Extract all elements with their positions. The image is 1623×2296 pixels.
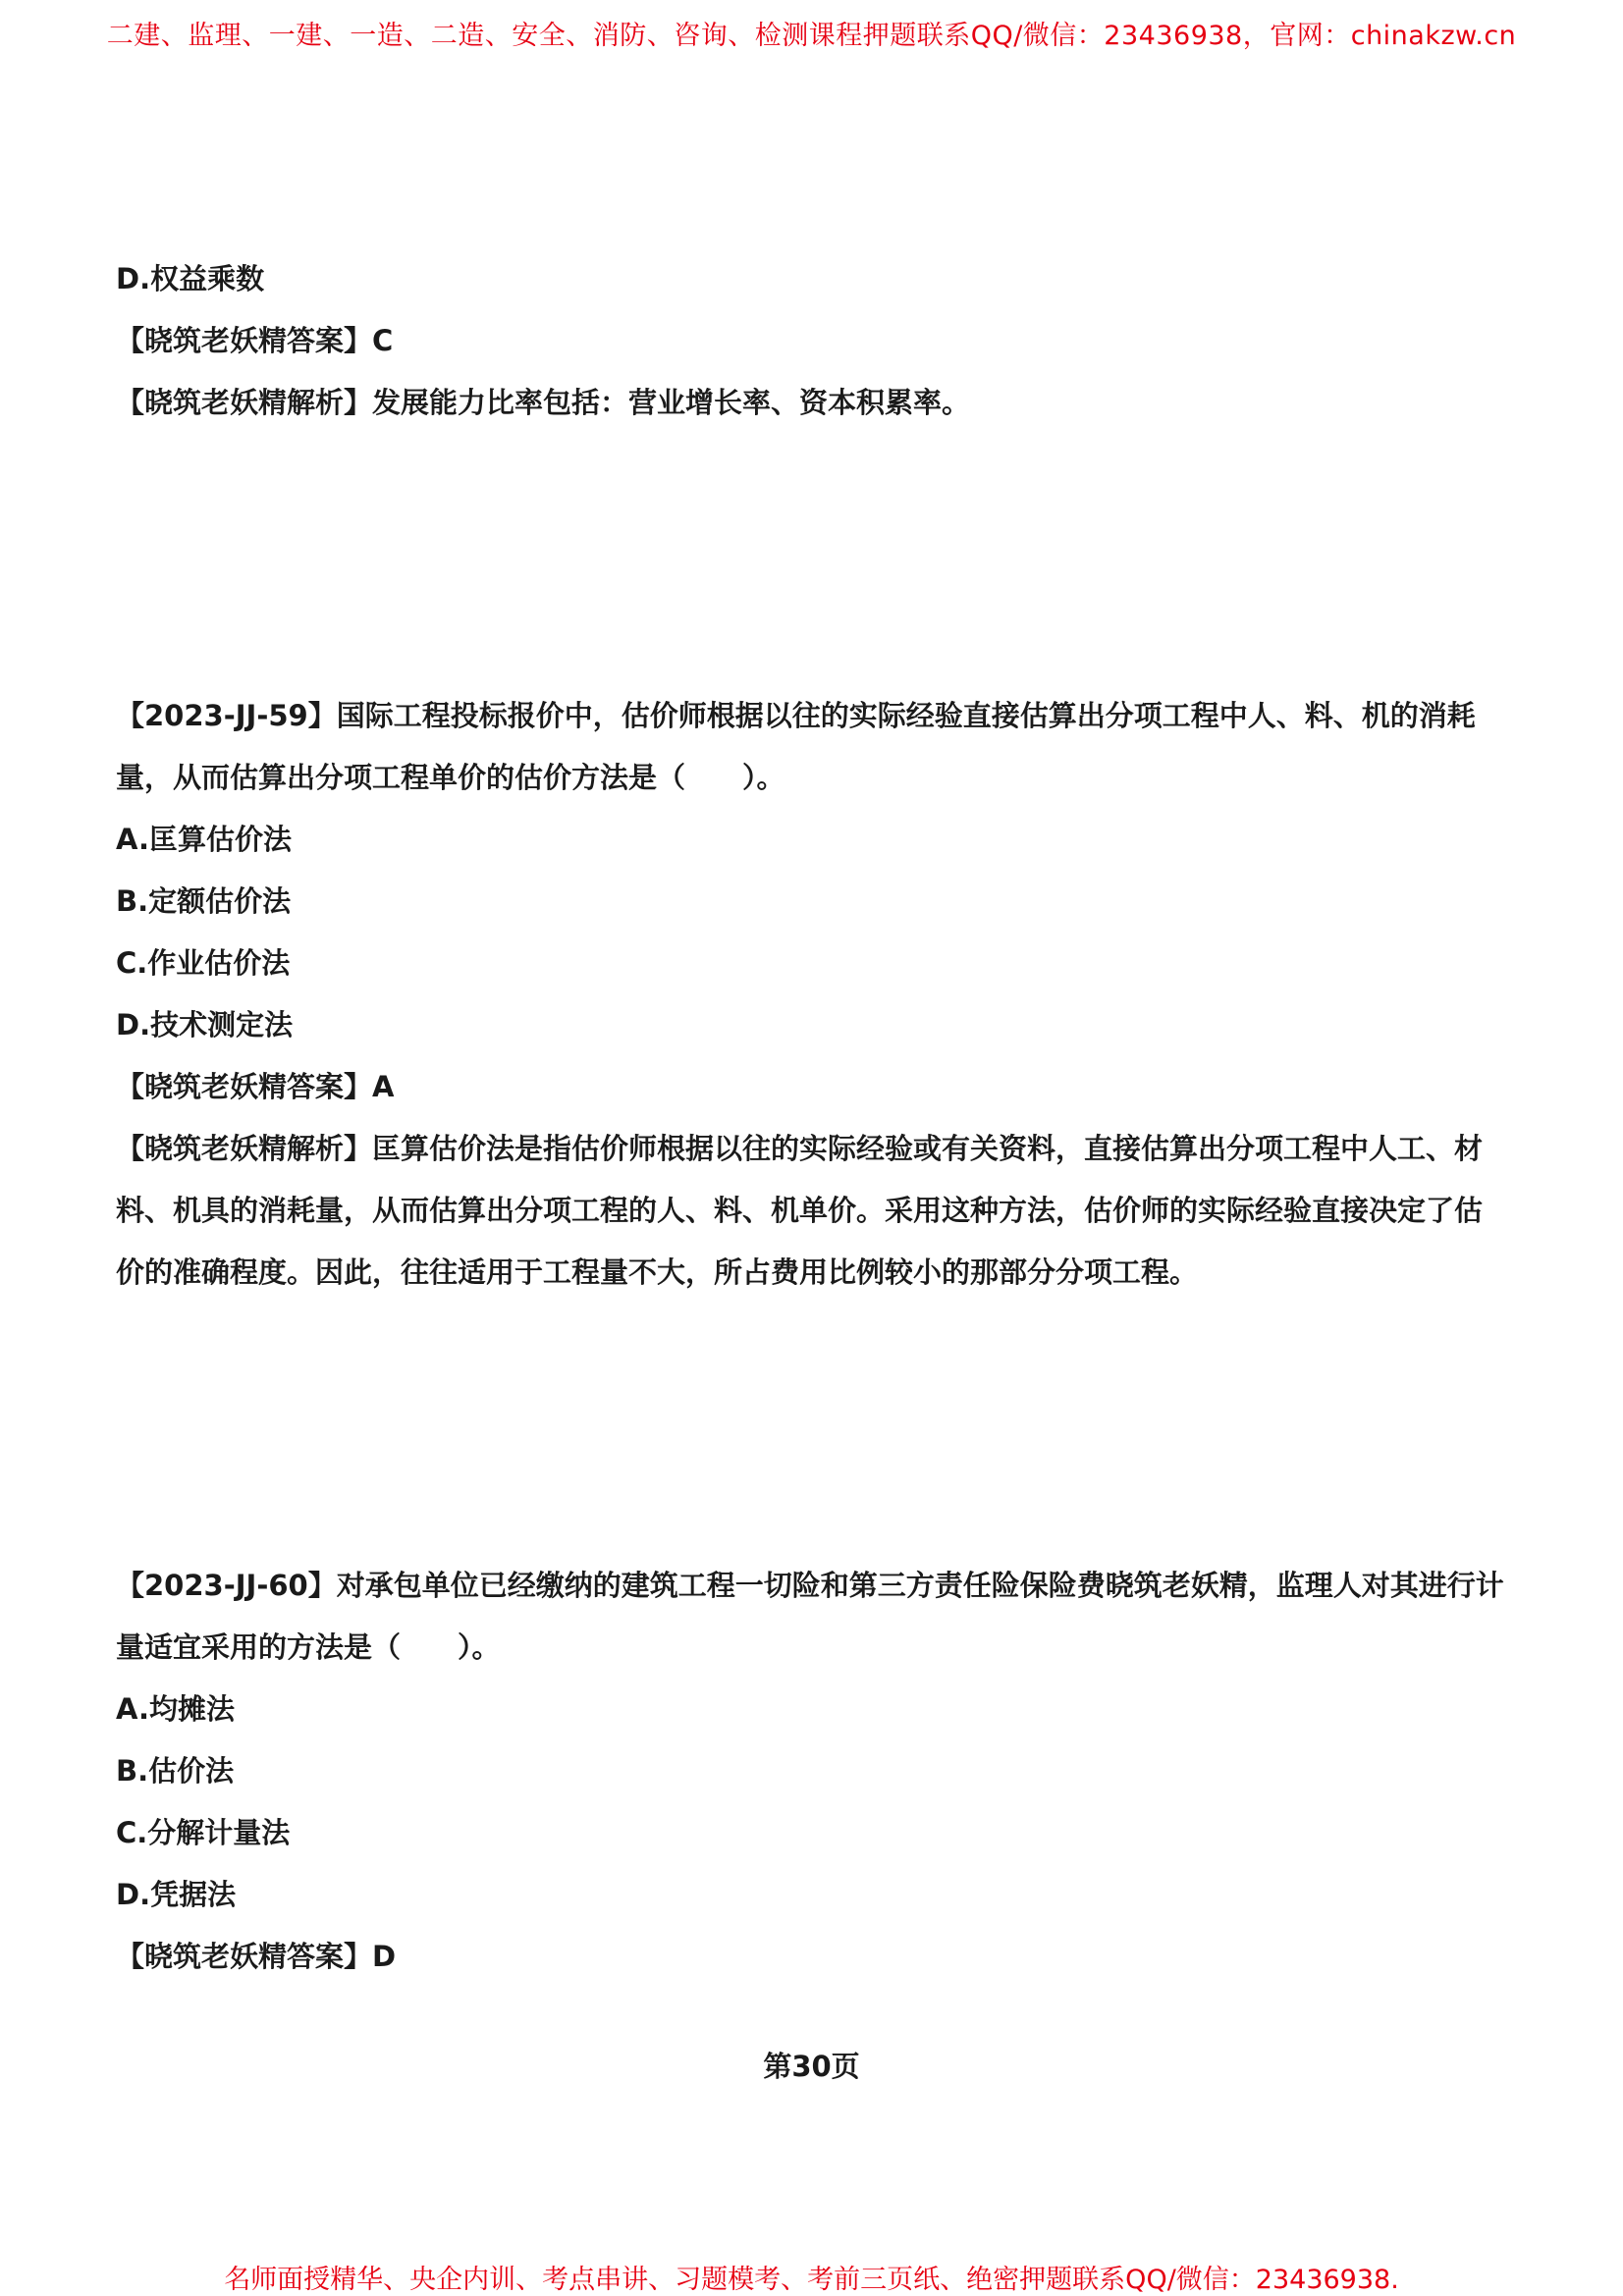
question-59-stem-line2: 量，从而估算出分项工程单价的估价方法是（ ）。 <box>116 761 785 794</box>
question-59-option-c: C.作业估价法 <box>116 946 291 980</box>
question-59-analysis-line2: 料、机具的消耗量，从而估算出分项工程的人、料、机单价。采用这种方法，估价师的实际经验直接决定了估 <box>116 1194 1484 1227</box>
option-d: D.权益乘数 <box>116 262 265 295</box>
page-number: 第30页 <box>763 2050 860 2083</box>
question-60-option-a: A.均摊法 <box>116 1692 235 1726</box>
question-60-option-b: B.估价法 <box>116 1754 235 1788</box>
question-59-analysis-line3: 价的准确程度。因此，往往适用于工程量不大，所占费用比例较小的那部分分项工程。 <box>116 1255 1199 1289</box>
question-59-answer: 【晓筑老妖精答案】A <box>116 1070 395 1103</box>
analysis: 【晓筑老妖精解析】发展能力比率包括：营业增长率、资本积累率。 <box>116 386 971 419</box>
question-59-analysis-line1: 【晓筑老妖精解析】匡算估价法是指估价师根据以往的实际经验或有关资料，直接估算出分项工程中人工、材 <box>116 1132 1484 1165</box>
question-59-stem-line1: 【2023-JJ-59】国际工程投标报价中，估价师根据以往的实际经验直接估算出分项工程中人、料、机的消耗 <box>116 699 1476 732</box>
question-60-stem-line1: 【2023-JJ-60】对承包单位已经缴纳的建筑工程一切险和第三方责任险保险费晓筑老妖精，监理人对其进行计 <box>116 1569 1504 1602</box>
answer: 【晓筑老妖精答案】C <box>116 324 394 357</box>
question-60-answer: 【晓筑老妖精答案】D <box>116 1940 397 1973</box>
question-59-option-b: B.定额估价法 <box>116 884 292 918</box>
question-59-option-d: D.技术测定法 <box>116 1008 294 1041</box>
question-60-option-c: C.分解计量法 <box>116 1816 291 1849</box>
question-60-option-d: D.凭据法 <box>116 1878 237 1911</box>
header-banner: 二建、监理、一建、一造、二造、安全、消防、咨询、检测课程押题联系QQ/微信：23436938，官网：chinakzw.cn <box>106 21 1517 51</box>
question-59-option-a: A.匡算估价法 <box>116 823 292 856</box>
question-60-stem-line2: 量适宜采用的方法是（ ）。 <box>116 1630 501 1664</box>
footer-banner: 名师面授精华、央企内训、考点串讲、习题模考、考前三页纸、绝密押题联系QQ/微信：23436938. <box>224 2265 1399 2295</box>
